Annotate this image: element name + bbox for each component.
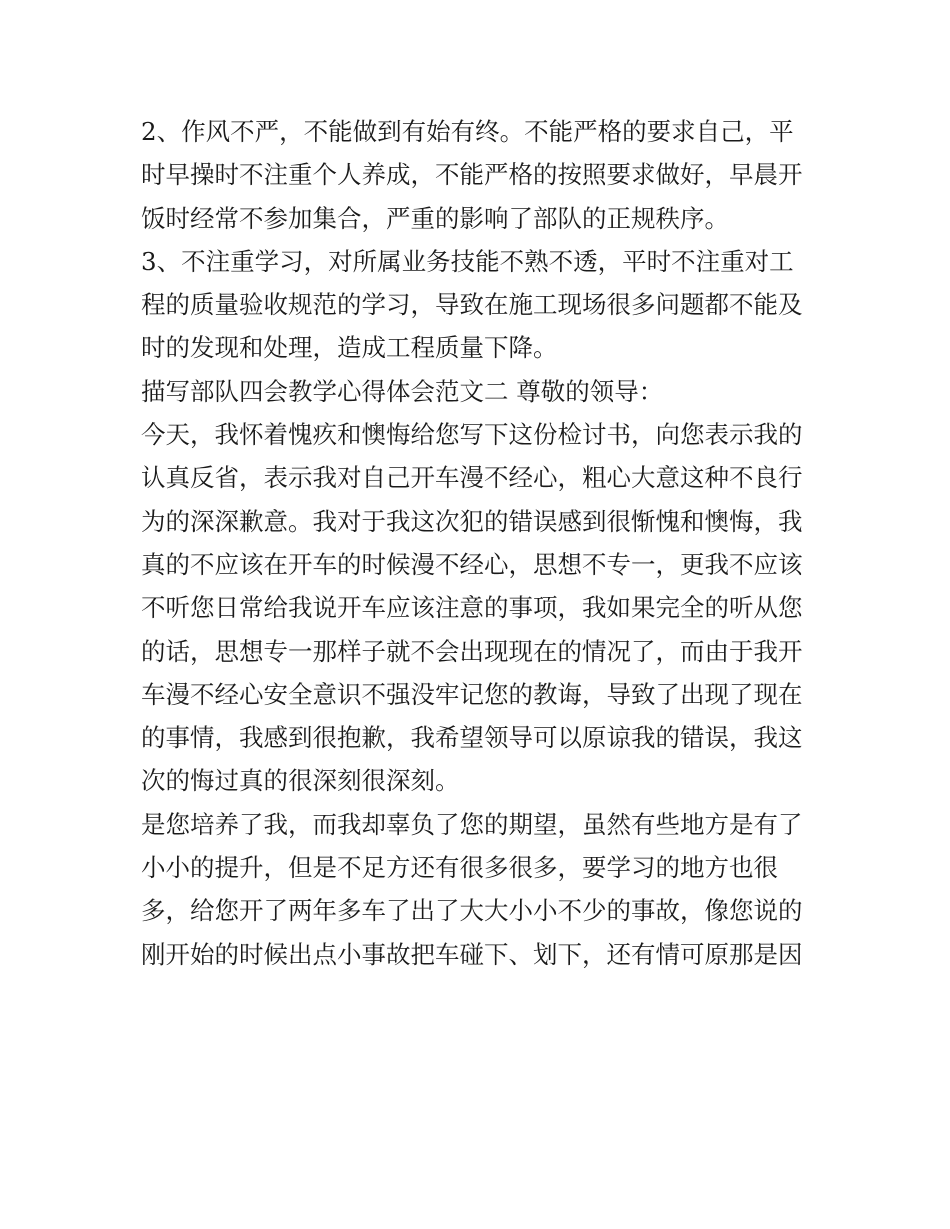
text-line: 车漫不经心安全意识不强没牢记您的教诲，导致了出现了现在 — [141, 679, 803, 709]
text-line: 多，给您开了两年多车了出了大大小小不少的事故，像您说的 — [141, 896, 803, 926]
text-line: 是您培养了我，而我却辜负了您的期望，虽然有些地方是有了 — [141, 809, 803, 839]
text-line: 小小的提升，但是不足方还有很多很多，要学习的地方也很 — [141, 853, 778, 883]
text-line: 时的发现和处理，造成工程质量下降。 — [141, 333, 558, 363]
text-line: 今天，我怀着愧疚和懊悔给您写下这份检讨书，向您表示我的 — [141, 420, 803, 450]
text-line: 认真反省，表示我对自己开车漫不经心，粗心大意这种不良行 — [141, 463, 803, 493]
document-body — [141, 110, 821, 976]
text-line: 程的质量验收规范的学习，导致在施工现场很多问题都不能及 — [141, 290, 803, 320]
text-line: 不听您日常给我说开车应该注意的事项，我如果完全的听从您 — [141, 593, 803, 623]
text-line: 饭时经常不参加集合，严重的影响了部队的正规秩序。 — [141, 203, 729, 233]
text-line: 时早操时不注重个人养成，不能严格的按照要求做好，早晨开 — [141, 160, 803, 190]
text-line: 的事情，我感到很抱歉，我希望领导可以原谅我的错误，我这 — [141, 723, 803, 753]
text-line: 2、作风不严，不能做到有始有终。不能严格的要求自己，平 — [141, 117, 794, 146]
text-line: 刚开始的时候出点小事故把车碰下、划下，还有情可原那是因 — [141, 939, 803, 969]
text-line: 3、不注重学习，对所属业务技能不熟不透，平时不注重对工 — [141, 246, 794, 276]
section-heading-line: 描写部队四会教学心得体会范文二 尊敬的领导： — [141, 376, 664, 406]
text-line: 次的悔过真的很深刻很深刻。 — [141, 766, 460, 796]
text-line: 真的不应该在开车的时候漫不经心，思想不专一，更我不应该 — [141, 549, 803, 579]
text-line: 的话，思想专一那样子就不会出现现在的情况了，而由于我开 — [141, 636, 803, 666]
text-line: 为的深深歉意。我对于我这次犯的错误感到很惭愧和懊悔，我 — [141, 506, 803, 536]
